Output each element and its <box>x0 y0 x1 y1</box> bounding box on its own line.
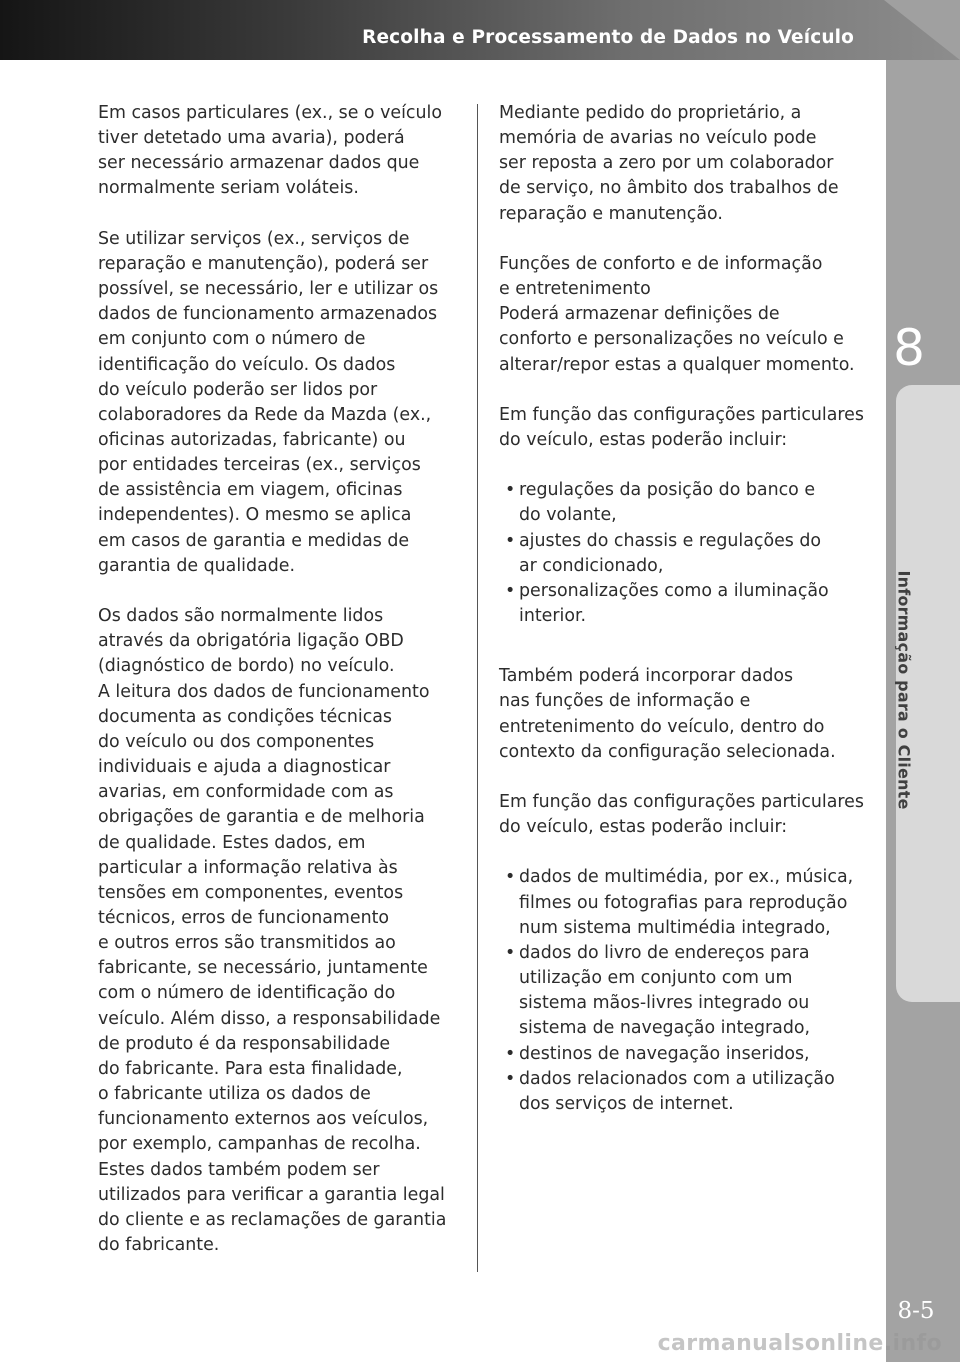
text-line: memória de avarias no veículo pode <box>499 128 817 149</box>
bullet-list <box>499 865 879 1117</box>
paragraph-spacer <box>499 765 879 790</box>
text-line: utilizados para verificar a garantia legal <box>98 1184 445 1205</box>
header-corner-decoration <box>884 0 960 60</box>
text-line: tensões em componentes, eventos <box>98 882 404 903</box>
paragraph <box>499 252 879 378</box>
right-column <box>499 101 879 1117</box>
paragraph <box>98 101 473 202</box>
list-item-line: • regulações da posição do banco e <box>499 478 879 503</box>
text-line: em conjunto com o número de <box>98 329 366 350</box>
text-line: funcionamento externos aos veículos, <box>98 1109 429 1130</box>
text-line: de assistência em viagem, oficinas <box>98 480 403 501</box>
list-item-line: • dados de multimédia, por ex., música, <box>499 865 879 890</box>
text-line: ser necessário armazenar dados que <box>98 153 420 174</box>
paragraph <box>98 604 473 1258</box>
section-title: Recolha e Processamento de Dados no Veículo <box>362 27 854 48</box>
paragraph-spacer <box>499 629 879 664</box>
text-line: técnicos, erros de funcionamento <box>98 907 390 928</box>
text-line: Os dados são normalmente lidos <box>98 606 384 627</box>
page-number: 8-5 <box>897 1298 935 1324</box>
text-line: reparação e manutenção), poderá ser <box>98 253 429 274</box>
text-line: Em função das configurações particulares <box>499 404 864 425</box>
text-line: Em casos particulares (ex., se o veículo <box>98 103 442 123</box>
text-line: em casos de garantia e medidas de <box>98 530 410 551</box>
text-line: tiver detetado uma avaria), poderá <box>98 128 405 149</box>
text-line: reparação e manutenção. <box>499 203 723 224</box>
text-line: por exemplo, campanhas de recolha. <box>98 1134 421 1155</box>
column-divider <box>477 104 478 1272</box>
bullet-list <box>499 478 879 629</box>
text-line: ser reposta a zero por um colaborador <box>499 153 834 174</box>
text-line: Mediante pedido do proprietário, a <box>499 103 802 123</box>
paragraph-spacer <box>499 378 879 403</box>
text-line: do veículo ou dos componentes <box>98 731 375 752</box>
text-line: do veículo, estas poderão incluir: <box>499 430 788 450</box>
list-item <box>499 941 879 1042</box>
text-line: de serviço, no âmbito dos trabalhos de <box>499 178 839 199</box>
list-item <box>499 865 879 940</box>
text-line: nas funções de informação e <box>499 691 751 712</box>
text-line: Estes dados também podem ser <box>98 1159 380 1180</box>
list-item-line: ar condicionado, <box>519 555 664 576</box>
text-line: avarias, em conformidade com as <box>98 782 394 803</box>
list-item-line: • personalizações como a iluminação <box>499 579 879 604</box>
text-line: do fabricante. <box>98 1235 220 1255</box>
paragraph-spacer <box>499 227 879 252</box>
left-column <box>98 101 473 1258</box>
text-line: (diagnóstico de bordo) no veículo. <box>98 656 395 677</box>
paragraph-spacer <box>499 840 879 865</box>
text-line: conforto e personalizações no veículo e <box>499 329 844 350</box>
list-item-line: • dados do livro de endereços para <box>499 941 879 966</box>
text-line: garantia de qualidade. <box>98 555 295 576</box>
text-line: identificação do veículo. Os dados <box>98 354 396 375</box>
text-line: Em função das configurações particulares <box>499 792 864 812</box>
text-line: obrigações de garantia e de melhoria <box>98 807 425 828</box>
text-line: do veículo, estas poderão incluir: <box>499 817 788 838</box>
list-item-line: do volante, <box>519 505 617 526</box>
text-line: contexto da configuração selecionada. <box>499 741 836 762</box>
text-line: por entidades terceiras (ex., serviços <box>98 455 421 476</box>
text-line: independentes). O mesmo se aplica <box>98 505 412 526</box>
list-item-line: • dados relacionados com a utilização <box>499 1067 879 1092</box>
chapter-number: 8 <box>893 319 925 377</box>
text-line: de produto é da responsabilidade <box>98 1033 391 1054</box>
list-item-line: dos serviços de internet. <box>519 1093 734 1114</box>
list-item-line: • destinos de navegação inseridos, <box>499 1042 879 1067</box>
text-line: fabricante, se necessário, juntamente <box>98 958 428 979</box>
watermark: carmanualsonline.info <box>657 1331 942 1356</box>
text-line: do fabricante. Para esta finalidade, <box>98 1058 403 1079</box>
text-line: colaboradores da Rede da Mazda (ex., <box>98 404 432 425</box>
text-line: Poderá armazenar definições de <box>499 304 780 325</box>
text-line: do cliente e as reclamações de garantia <box>98 1209 447 1230</box>
list-item <box>499 1067 879 1117</box>
paragraph-spacer <box>98 202 473 227</box>
text-line: entretenimento do veículo, dentro do <box>499 716 825 737</box>
text-line: e outros erros são transmitidos ao <box>98 933 396 954</box>
list-item-line: sistema mãos-livres integrado ou <box>519 993 810 1014</box>
paragraph <box>499 403 879 453</box>
text-line: do veículo poderão ser lidos por <box>98 379 378 400</box>
paragraph <box>98 227 473 579</box>
text-line: individuais e ajuda a diagnosticar <box>98 757 391 778</box>
text-line: através da obrigatória ligação OBD <box>98 631 404 652</box>
text-line: A leitura dos dados de funcionamento <box>98 681 430 702</box>
list-item <box>499 529 879 579</box>
list-item-line: num sistema multimédia integrado, <box>519 917 831 938</box>
text-line: particular a informação relativa às <box>98 857 398 878</box>
list-item-line: utilização em conjunto com um <box>519 968 793 989</box>
paragraph-spacer <box>98 579 473 604</box>
paragraph <box>499 790 879 840</box>
list-item-line: interior. <box>519 606 587 627</box>
list-item <box>499 1042 879 1067</box>
list-item-line: • ajustes do chassis e regulações do <box>499 529 879 554</box>
text-line: e entretenimento <box>499 279 651 300</box>
paragraph <box>499 101 879 227</box>
text-line: alterar/repor estas a qualquer momento. <box>499 354 855 375</box>
text-line: Se utilizar serviços (ex., serviços de <box>98 228 410 249</box>
text-line: o fabricante utiliza os dados de <box>98 1084 371 1105</box>
text-line: Funções de conforto e de informação <box>499 253 823 274</box>
paragraph-spacer <box>499 453 879 478</box>
text-line: documenta as condições técnicas <box>98 706 392 727</box>
list-item-line: filmes ou fotografias para reprodução <box>519 892 848 913</box>
text-line: veículo. Além disso, a responsabilidade <box>98 1008 441 1029</box>
text-line: possível, se necessário, ler e utilizar os <box>98 279 439 300</box>
text-line: normalmente seriam voláteis. <box>98 178 359 199</box>
text-line: de qualidade. Estes dados, em <box>98 832 366 853</box>
list-item <box>499 478 879 528</box>
list-item-line: sistema de navegação integrado, <box>519 1018 811 1039</box>
text-line: oficinas autorizadas, fabricante) ou <box>98 430 406 451</box>
paragraph <box>499 664 879 765</box>
text-line: Também poderá incorporar dados <box>499 666 794 687</box>
chapter-label: Informação para o Cliente <box>894 570 914 810</box>
list-item <box>499 579 879 629</box>
text-line: dados de funcionamento armazenados <box>98 304 438 325</box>
text-line: com o número de identificação do <box>98 983 396 1004</box>
